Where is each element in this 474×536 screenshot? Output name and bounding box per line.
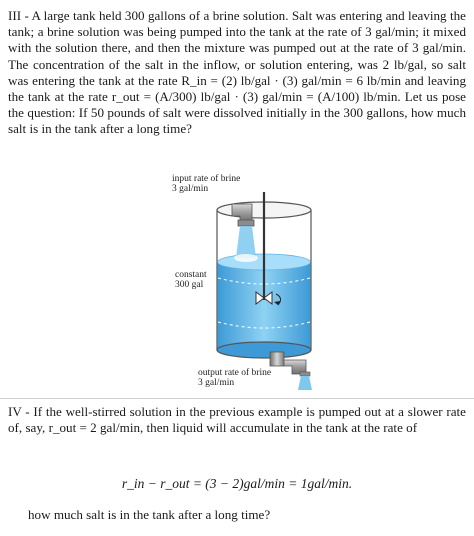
problem-3-text: III - A large tank held 300 gallons of a brine solution. Salt was entering and leaving the tank; a brine solution was being pumped into the tank at the rate of 3 gal/min; it mixed with the solution there, and then the mixture was pumped out at the rate of 3 gal/min. The concentration of the salt in the inflow, or solution entering, was 2 lb/gal, so salt was entering the tank at the rate R_in = (2) lb/gal · (3) gal/min = 6 lb/min and leaving the tank at the rate r_out = (A/300) lb/gal · (3) gal/min = (A/100) lb/min. Let us pose the question: If 50 pounds of salt were dissolved initially in the 300 gallons, how much salt is in the tank after a long time? — [8, 8, 466, 137]
output-rate-label: output rate of brine 3 gal/min — [198, 368, 272, 388]
volume-label: constant 300 gal — [175, 270, 207, 290]
problem-4-text: IV - If the well-stirred solution in the previous example is pumped out at a slower rate of, say, r_out = 2 gal/min, then liquid will accumulate in the tank at the rate of — [8, 404, 466, 436]
tank-bottom — [217, 342, 311, 358]
problem-3 — [8, 8, 466, 138]
problem-4-question: how much salt is in the tank after a long time? — [28, 507, 271, 522]
problem-4 — [8, 404, 466, 436]
output-pipe — [270, 352, 284, 366]
outflow-stream — [298, 376, 312, 390]
section-divider — [0, 398, 474, 399]
tank-figure — [160, 172, 330, 394]
input-rate-label: input rate of brine 3 gal/min — [172, 174, 241, 194]
accumulation-equation: r_in − r_out = (3 − 2)gal/min = 1gal/min. — [121, 476, 353, 491]
